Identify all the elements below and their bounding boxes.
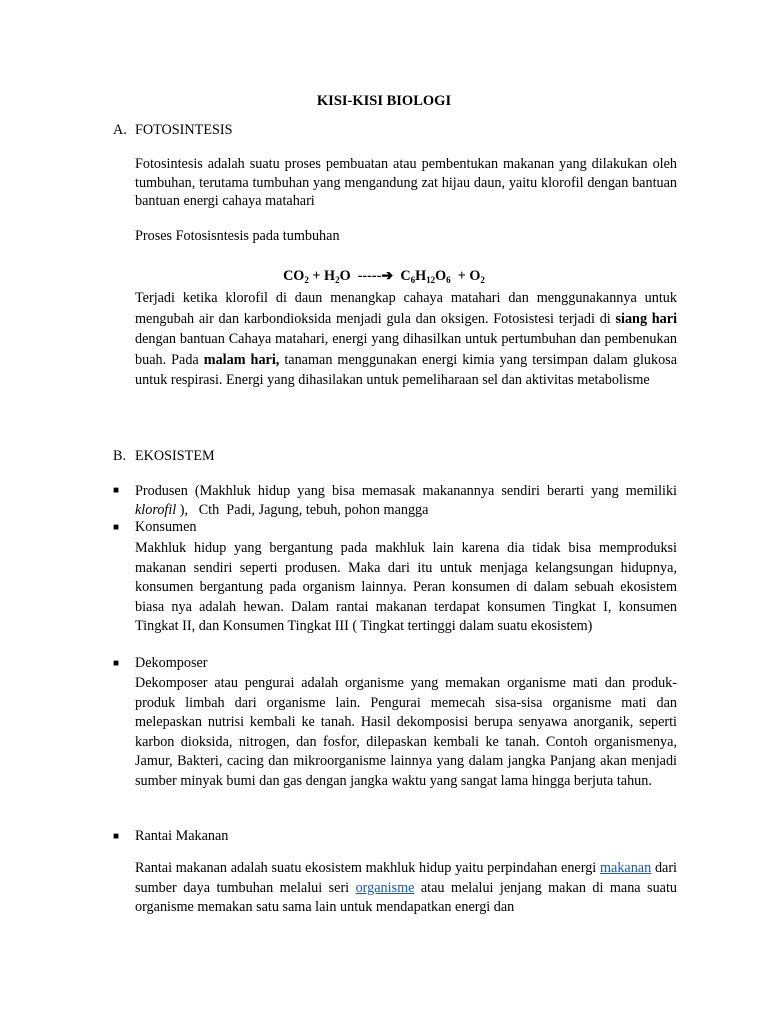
dekomposer-label: Dekomposer <box>135 655 208 671</box>
dekomposer-description: Dekomposer atau pengurai adalah organisme yang memakan organisme mati dan produk-produk limbah dari organisme lain. Pengurai memecah sisa-sisa organisme mati dan melepaskan nutrisi kembali ke tanah. Hasil dekomposisi berupa senyawa anorganik, seperti karbon dioksida, nitrogen, dan fosfor, dilepaskan kembali ke tanah. Contoh organismenya, Jamur, Bakteri, cacing dan mikroorganisme lainnya yang dalam jangka Panjang akan menjadi sumber minyak bumi dan gas dengan jangka waktu yang sangat lama hingga berjuta tahun. <box>135 675 677 789</box>
bullet-icon: ■ <box>113 658 120 669</box>
section-a-heading: FOTOSINTESIS <box>135 122 233 138</box>
link-makanan[interactable]: makanan <box>599 860 652 876</box>
photosynthesis-explanation: Terjadi ketika klorofil di daun menangkap cahaya matahari dan menggunakannya untuk mengubah air dan karbondioksida menjadi gula dan oksigen. Fotosistesi terjadi di siang hari dengan bantuan Cahaya matahari, energi yang dihasilkan untuk pertumbuhan dan pembenukan buah. Pada malam hari, tanaman menggunakan energi kimia yang tersimpan dalam glukosa untuk respirasi. Energi yang dihasilakan untuk pemeliharaan sel dan aktivitas metabolisme <box>135 290 678 388</box>
rantai-makanan-description: Rantai makanan adalah suatu ekosistem makhluk hidup yaitu perpindahan energi makanan dari sumber daya tumbuhan melalui seri organisme atau melalui jenjang makan di mana suatu organisme memakan satu sama lain untuk mendapatkan energi dan <box>135 860 677 915</box>
link-organisme[interactable]: organisme <box>355 879 415 896</box>
rantai-makanan-label: Rantai Makanan <box>135 828 229 844</box>
produsen-item: Produsen (Makhluk hidup yang bisa memasak makanannya sendiri berarti yang memiliki klorofil ), Cth Padi, Jagung, tebuh, pohon mangga <box>135 483 677 518</box>
bullet-icon: ■ <box>113 522 120 533</box>
process-heading: Proses Fotosisntesis pada tumbuhan <box>135 228 340 244</box>
photosynthesis-definition: Fotosintesis adalah suatu proses pembuatan atau pembentukan makanan yang dilakukan oleh tumbuhan, terutama tumbuhan yang mengandung zat hijau daun, yaitu klorofil dengan bantuan bantuan energi cahaya matahari <box>135 156 677 209</box>
section-b-letter: B. <box>113 448 127 464</box>
bold-siang-hari: siang hari <box>615 310 678 327</box>
photosynthesis-equation: $CO_2 + H_2O$ -----➔ $C_6H_{12}O_6 + O_2$ <box>283 268 485 285</box>
bullet-icon: ■ <box>113 485 120 496</box>
arrow-icon: ➔ <box>381 268 394 284</box>
konsumen-description: Makhluk hidup yang bergantung pada makhluk lain karena dia tidak bisa memproduksi makanan sendiri seperti produsen. Maka dari itu untuk menjaga kelangsungan hidupnya, konsumen bergantung pada organism lainnya. Peran konsumen di dalam sebuah ekosistem biasa nya adalah hewan. Dalam rantai makanan terdapat konsumen Tingkat I, konsumen Tingkat II, dan Konsumen Tingkat III ( Tingkat tertinggi dalam suatu ekosistem) <box>135 540 677 635</box>
bullet-icon: ■ <box>113 831 120 842</box>
section-a-letter: A. <box>113 122 127 138</box>
bold-malam-hari: malam hari, <box>203 351 280 368</box>
document-title: KISI-KISI BIOLOGI <box>316 93 452 109</box>
konsumen-label: Konsumen <box>135 519 197 535</box>
section-b-heading: EKOSISTEM <box>135 448 215 464</box>
